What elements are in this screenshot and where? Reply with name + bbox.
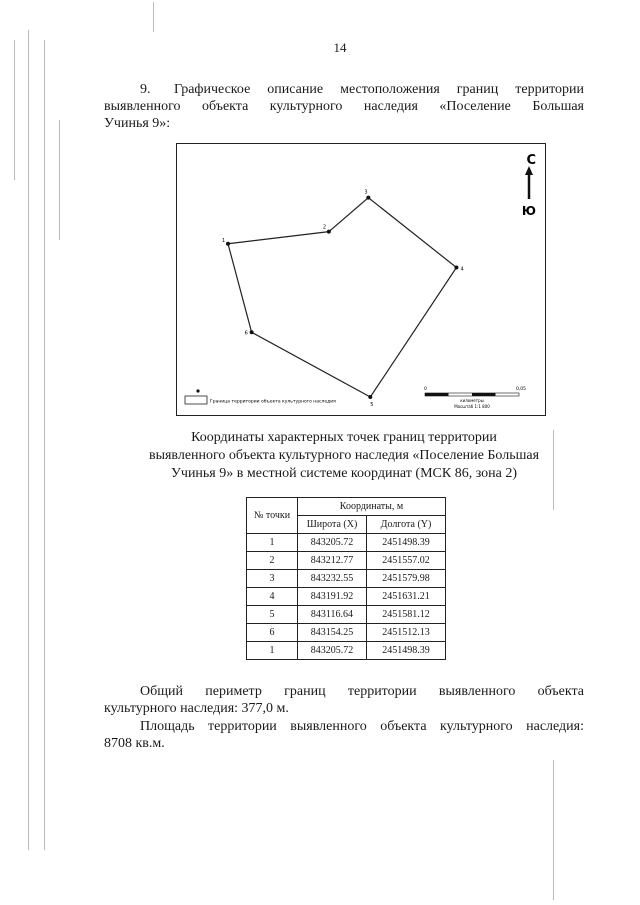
scale-bar-segment (472, 393, 496, 396)
cell-longitude: 2451498.39 (367, 642, 446, 660)
boundary-point-marker (327, 230, 331, 234)
area-line-1: Площадь территории выявленного объекта культурного наследия: (140, 719, 584, 734)
header-latitude: Широта (X) (298, 516, 367, 534)
table-row (247, 534, 446, 552)
heading-line-2: выявленного объекта культурного наследия «Поселение Большая (104, 99, 584, 114)
boundary-point-label: 6 (244, 330, 248, 337)
scale-text: Масштаб 1:1 800 (454, 404, 490, 409)
table-row (247, 624, 446, 642)
scale-bar-unit: километры (460, 398, 484, 403)
boundary-map (176, 143, 546, 416)
cell-latitude: 843116.64 (298, 606, 367, 624)
section-number: 9. (140, 82, 151, 97)
cell-point-number: 2 (247, 552, 298, 570)
heading-text: Графическое описание местоположения границ территории (174, 82, 584, 97)
scale-bar-end: 0,05 (516, 387, 527, 392)
table-row (247, 552, 446, 570)
compass-rose (522, 153, 536, 218)
boundary-point-label: 4 (460, 266, 464, 273)
boundary-point-label: 1 (222, 237, 226, 244)
boundary-point-marker (366, 196, 370, 200)
scan-margin-line (153, 2, 154, 32)
table-row (247, 570, 446, 588)
perimeter-paragraph (104, 683, 584, 717)
boundary-point-label: 3 (364, 189, 368, 196)
cell-latitude: 843232.55 (298, 570, 367, 588)
boundary-point-label: 5 (370, 402, 374, 408)
map-legend (185, 389, 336, 404)
caption-line: Координаты характерных точек границ территории (191, 430, 497, 445)
cell-point-number: 1 (247, 534, 298, 552)
cell-latitude: 843205.72 (298, 642, 367, 660)
caption-line: выявленного объекта культурного наследия «Поселение Большая (148, 448, 540, 463)
scan-margin-line (44, 40, 45, 850)
header-longitude: Долгота (Y) (367, 516, 446, 534)
page-number: 14 (333, 40, 347, 55)
cell-point-number: 4 (247, 588, 298, 606)
scan-margin-line (28, 30, 29, 850)
cell-longitude: 2451579.98 (367, 570, 446, 588)
area-line-2: 8708 кв.м. (104, 736, 165, 751)
cell-longitude: 2451512.13 (367, 624, 446, 642)
scan-margin-line (553, 760, 554, 900)
cell-latitude: 843191.92 (298, 588, 367, 606)
area-paragraph (104, 718, 584, 752)
header-coordinates: Координаты, м (298, 498, 446, 516)
header-point-number: № точки (247, 498, 298, 534)
cell-latitude: 843154.25 (298, 624, 367, 642)
cell-longitude: 2451631.21 (367, 588, 446, 606)
cell-latitude: 843205.72 (298, 534, 367, 552)
boundary-point-marker (250, 330, 254, 334)
boundary-point-marker (226, 242, 230, 246)
boundary-point-marker (454, 266, 458, 270)
boundary-map-svg (177, 144, 545, 415)
coordinates-table (246, 497, 446, 660)
boundary-polygon (228, 198, 456, 397)
boundary-point-marker (368, 395, 372, 399)
table-caption (104, 429, 584, 483)
perimeter-line-2: культурного наследия: 377,0 м. (104, 701, 289, 716)
cell-longitude: 2451581.12 (367, 606, 446, 624)
cell-longitude: 2451498.39 (367, 534, 446, 552)
scale-bar-segment (425, 393, 449, 396)
cell-point-number: 5 (247, 606, 298, 624)
scale-bar-start: 0 (424, 387, 427, 392)
compass-south-label: Ю (521, 204, 536, 218)
compass-north-label: С (526, 153, 536, 168)
caption-line: Учинья 9» в местной системе координат (МСК 86, зона 2) (170, 466, 518, 481)
table-row (247, 642, 446, 660)
cell-point-number: 1 (247, 642, 298, 660)
cell-point-number: 6 (247, 624, 298, 642)
table-row (247, 588, 446, 606)
cell-latitude: 843212.77 (298, 552, 367, 570)
section-heading (104, 81, 584, 132)
scan-margin-line (14, 40, 15, 180)
scale-bar (424, 386, 526, 409)
legend-point-marker (196, 389, 199, 392)
table-row (247, 606, 446, 624)
cell-point-number: 3 (247, 570, 298, 588)
perimeter-line-1: Общий периметр границ территории выявленного объекта (140, 684, 584, 699)
heading-line-3: Учинья 9»: (104, 116, 171, 131)
scan-margin-line (59, 120, 60, 240)
legend-boundary-swatch (185, 396, 207, 404)
legend-label: Граница территории объекта культурного наследия (210, 399, 336, 405)
heading-line-1 (104, 81, 584, 98)
boundary-point-label: 2 (322, 224, 327, 231)
cell-longitude: 2451557.02 (367, 552, 446, 570)
